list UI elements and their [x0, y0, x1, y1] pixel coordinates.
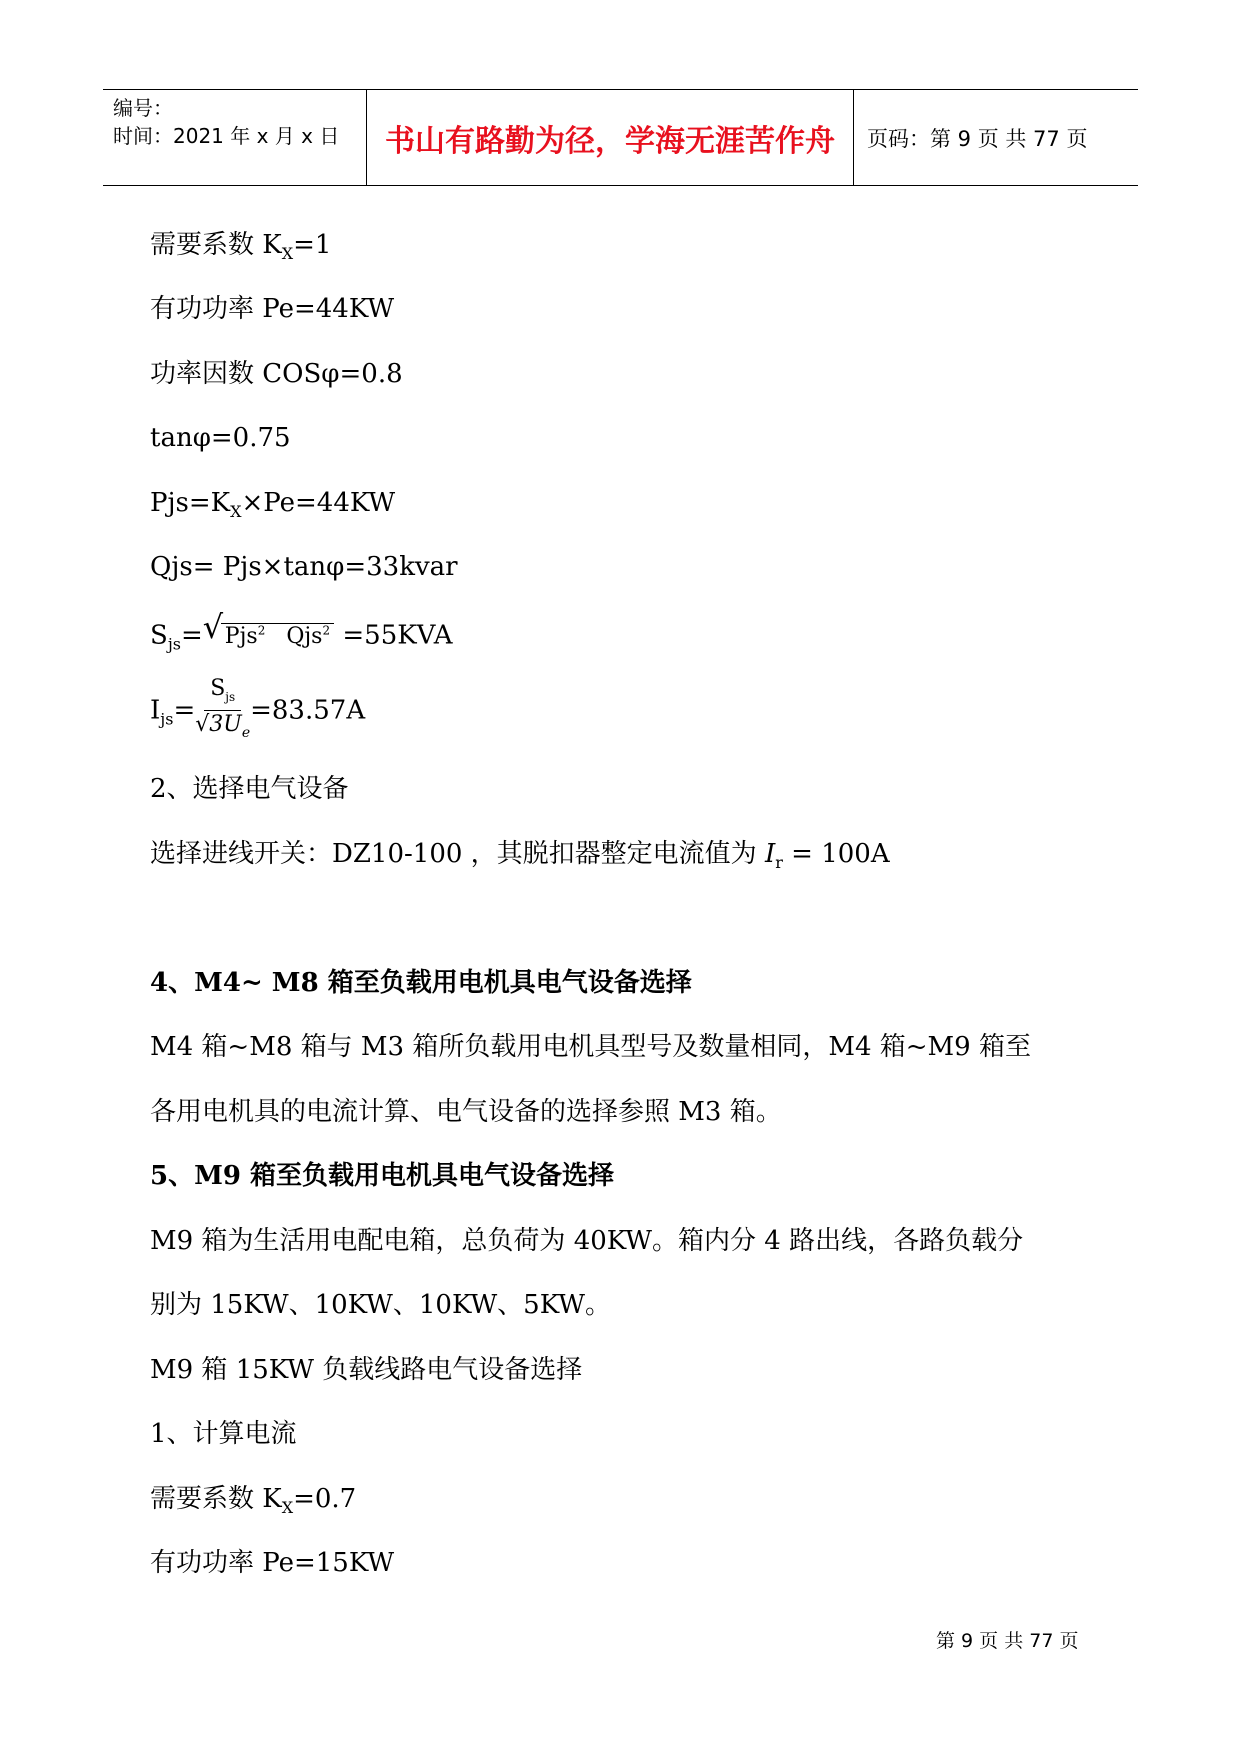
paragraph-5a: M9 箱为生活用电配电箱，总负荷为 40KW。箱内分 4 路出线，各路负载分 [150, 1226, 1024, 1256]
paragraph-5c: M9 箱 15KW 负载线路电气设备选择 [150, 1355, 583, 1385]
header-motto: 书山有路勤为径，学海无涯苦作舟 [367, 90, 854, 185]
paragraph-5b: 别为 15KW、10KW、10KW、5KW。 [150, 1290, 611, 1320]
heading-4: 4、M4~ M8 箱至负载用电机具电气设备选择 [150, 968, 692, 998]
tan-phi: tanφ=0.75 [150, 423, 291, 453]
power-factor: 功率因数 COSφ=0.8 [150, 359, 403, 389]
section-select-equipment: 2、选择电气设备 [150, 774, 349, 804]
code-label: 编号： [113, 96, 173, 120]
paragraph-4a: M4 箱~M8 箱与 M3 箱所负载用电机具型号及数量相同，M4 箱~M9 箱至 [150, 1032, 1031, 1062]
pjs-formula: $Pjs=K_X\times Pe=44KW$ [150, 488, 396, 521]
demand-coefficient-2: 需要系数 $K_X=0.7$ [150, 1484, 357, 1517]
active-power-2: 有功功率 Pe=15KW [150, 1548, 395, 1578]
incoming-switch: 选择进线开关：DZ10-100 ，其脱扣器整定电流值为 $I_r = 100A$ [150, 839, 890, 872]
paragraph-5d: 1、计算电流 [150, 1419, 297, 1449]
ijs-formula: $I_{js}=$ $\frac{S_{js}}{√3U_e}$ =83.57A [150, 676, 365, 747]
paragraph-4b: 各用电机具的电流计算、电气设备的选择参照 M3 箱。 [150, 1097, 782, 1127]
qjs-formula: Qjs= Pjs×tanφ=33kvar [150, 552, 458, 582]
sjs-formula: $S_{js}=$ √ Pjs$^2$ Qjs$^2$ =55KVA [150, 608, 453, 654]
fraction: $\frac{S_{js}}{√3U_e}$ [195, 676, 251, 741]
header-meta [103, 90, 367, 185]
active-power: 有功功率 Pe=44KW [150, 294, 395, 324]
sqrt-expression: √ Pjs$^2$ Qjs$^2$ [203, 614, 334, 654]
page-header [103, 89, 1138, 186]
heading-5: 5、M9 箱至负载用电机具电气设备选择 [150, 1161, 615, 1191]
demand-coefficient: 需要系数 $K_X=1$ [150, 230, 332, 263]
page-footer: 第 9 页 共 77 页 [936, 1630, 1079, 1652]
time-label: 时间：2021 年 x 月 x 日 [113, 124, 340, 148]
header-page-info: 页码：第 9 页 共 77 页 [867, 126, 1088, 151]
